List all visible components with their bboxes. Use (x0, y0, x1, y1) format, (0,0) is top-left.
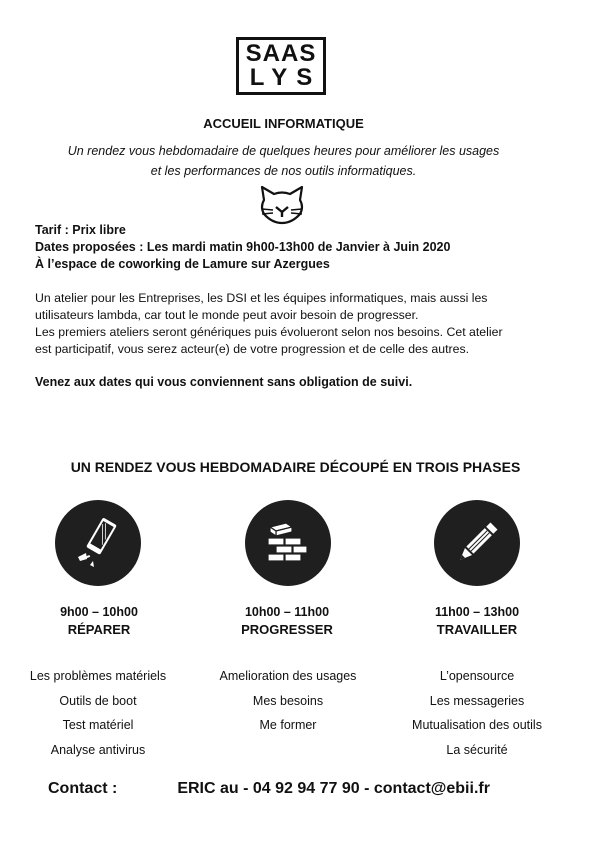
phase-3-circle (434, 500, 520, 586)
list-item: Mes besoins (252, 693, 324, 708)
phase-2-header (192, 604, 382, 638)
list-item: Les messageries (429, 693, 525, 708)
description (35, 290, 535, 358)
description-line: Un atelier pour les Entreprises, les DSI et les équipes informatiques, mais aussi les (35, 291, 488, 305)
dates-line: Dates proposées : Les mardi matin 9h00-13h00 de Janvier à Juin 2020 (35, 240, 451, 254)
contact-details: - 04 92 94 77 90 - contact@ebii.fr (243, 780, 490, 797)
cat-icon (259, 185, 305, 225)
contact-line (48, 780, 490, 798)
description-line: Les premiers ateliers seront génériques puis évolueront selon nos besoins. Cet atelier (35, 325, 503, 339)
subtitle-line-1: Un rendez vous hebdomadaire de quelques heures pour améliorer les usages (67, 144, 500, 158)
list-item: Analyse antivirus (50, 742, 146, 757)
list-item: La sécurité (446, 742, 508, 757)
phase-name: RÉPARER (67, 622, 131, 637)
phase-time: 9h00 – 10h00 (60, 605, 138, 619)
bricks-icon (258, 513, 318, 573)
call-to-action: Venez aux dates qui vous conviennent sans obligation de suivi. (35, 375, 413, 389)
saaslys-logo (236, 37, 326, 95)
phase-1-header (4, 604, 194, 638)
phase-2-list (193, 664, 383, 738)
event-info (35, 222, 450, 273)
phase-name: PROGRESSER (241, 622, 333, 637)
phase-3-list (382, 664, 572, 762)
list-item: Test matériel (62, 718, 134, 732)
contact-name: ERIC au (177, 780, 239, 797)
location-line: À l’espace de coworking de Lamure sur Azergues (35, 257, 330, 271)
list-item: Les problèmes matériels (29, 669, 167, 683)
pencil-icon (447, 513, 507, 573)
description-line: est participatif, vous serez acteur(e) de votre progression et de celle des autres. (35, 342, 470, 356)
list-item: Mutualisation des outils (412, 718, 542, 732)
list-item: Amelioration des usages (219, 669, 357, 683)
description-line: utilisateurs lambda, car tout le monde peut avoir besoin de progresser. (35, 308, 419, 322)
phase-time: 11h00 – 13h00 (434, 605, 520, 619)
phase-1-circle (55, 500, 141, 586)
phase-name: TRAVAILLER (436, 622, 518, 637)
list-item: Outils de boot (59, 693, 137, 708)
phase-1-list (3, 664, 193, 762)
page-subtitle (0, 141, 567, 181)
phone-repair-icon (68, 513, 128, 573)
list-item: Me former (259, 718, 317, 732)
subtitle-line-2: et les performances de nos outils informatiques. (150, 164, 417, 178)
phase-time: 10h00 – 11h00 (244, 605, 330, 619)
page-title: ACCUEIL INFORMATIQUE (203, 116, 364, 131)
list-item: L’opensource (439, 669, 515, 683)
phases-title: UN RENDEZ VOUS HEBDOMADAIRE DÉCOUPÉ EN TROIS PHASES (70, 459, 521, 475)
phase-3-header (382, 604, 572, 638)
phase-2-circle (245, 500, 331, 586)
contact-label: Contact : (48, 780, 118, 797)
logo-line-2: LYS (249, 64, 322, 91)
tarif-line: Tarif : Prix libre (35, 223, 126, 237)
logo-line-1: SAAS (245, 40, 317, 67)
